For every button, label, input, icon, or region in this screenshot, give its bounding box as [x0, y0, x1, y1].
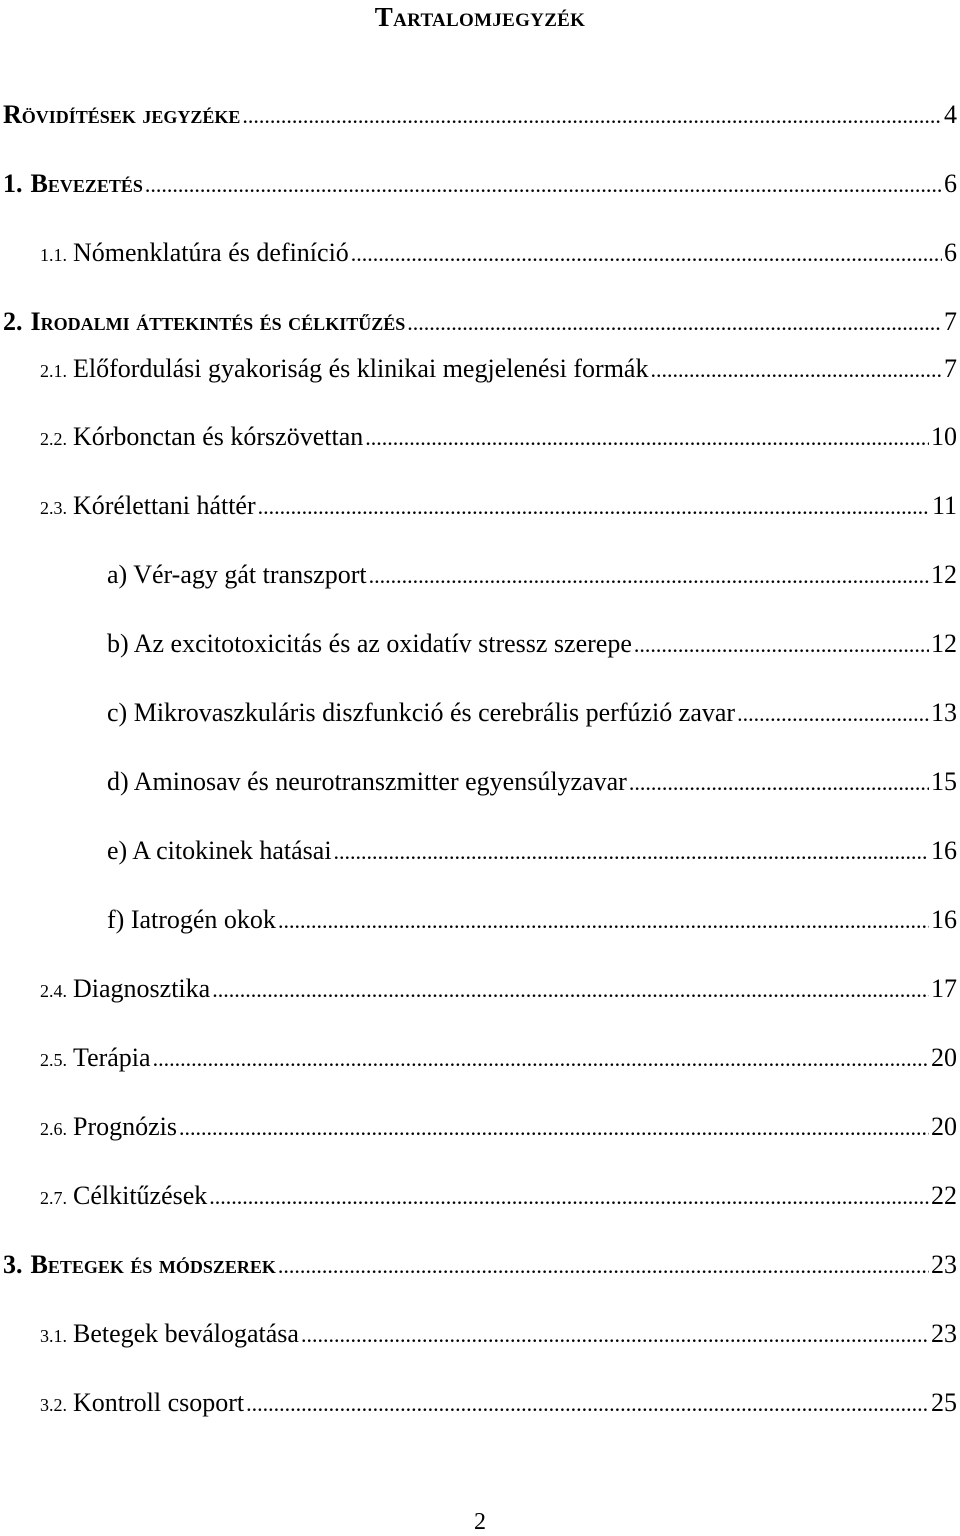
toc-entry-label — [107, 698, 735, 728]
toc-entry-number: 2.3. — [40, 498, 67, 518]
toc-dot-leader — [407, 308, 942, 338]
toc-entry-number: 2.1. — [40, 361, 67, 381]
toc-dot-leader — [258, 492, 930, 522]
toc-entry-page: 10 — [931, 422, 957, 451]
toc-dot-leader — [179, 1113, 929, 1143]
toc-dot-leader — [278, 906, 929, 936]
toc-entry-label — [107, 836, 332, 866]
toc-entry-label — [40, 1112, 177, 1144]
toc-entry-text: Prognózis — [73, 1112, 177, 1141]
toc-entry-text: Nómenklatúra és definíció — [73, 238, 349, 267]
toc-entry-number: 2.6. — [40, 1119, 67, 1139]
toc-entry-number: 3.2. — [40, 1395, 67, 1415]
toc-entry-label — [107, 905, 276, 935]
toc-entry[interactable] — [40, 238, 957, 270]
toc-entry[interactable] — [40, 1319, 957, 1351]
toc-entry-label — [40, 491, 256, 523]
toc-entry[interactable] — [3, 307, 957, 338]
toc-entry-page: 6 — [944, 238, 957, 267]
toc-entry-text: Betegek beválogatása — [73, 1319, 299, 1348]
toc-entry[interactable] — [40, 1112, 957, 1144]
toc-dot-leader — [209, 1182, 929, 1212]
page-title: Tartalomjegyzék — [374, 2, 586, 32]
toc-entry-text: Kórbonctan és kórszövettan — [73, 422, 364, 451]
toc-entry-text: Kontroll csoport — [73, 1388, 245, 1417]
toc-entry-number: 2. — [3, 307, 23, 336]
toc-dot-leader — [365, 423, 929, 453]
toc-dot-leader — [334, 837, 929, 867]
toc-entry-text: Rövidítések jegyzéke — [3, 100, 241, 129]
toc-entry-label — [3, 307, 405, 337]
toc-entry-label — [40, 1388, 244, 1420]
toc-entry-text: d) Aminosav és neurotranszmitter egyensúlyzavar — [107, 767, 627, 796]
toc-entry-number: 2.7. — [40, 1188, 67, 1208]
toc-dot-leader — [246, 1389, 929, 1419]
toc-entry[interactable] — [40, 491, 957, 523]
toc-entry[interactable] — [107, 767, 957, 798]
toc-dot-leader — [145, 170, 942, 200]
toc-entry-label — [40, 974, 210, 1006]
toc-entry-text: Betegek és módszerek — [30, 1250, 276, 1279]
toc-dot-leader — [153, 1044, 929, 1074]
toc-entry[interactable] — [107, 629, 957, 660]
toc-entry-page: 11 — [931, 491, 957, 520]
toc-entry-label — [40, 1181, 207, 1213]
toc-entry-page: 20 — [931, 1112, 957, 1141]
toc-entry-number: 1.1. — [40, 245, 67, 265]
toc-entry-page: 12 — [931, 629, 957, 658]
toc-entry-page: 7 — [944, 307, 957, 336]
toc-entry-text: Kórélettani háttér — [73, 491, 256, 520]
toc-entry[interactable] — [40, 1043, 957, 1075]
toc-dot-leader — [278, 1251, 929, 1281]
toc-entry[interactable] — [40, 354, 957, 386]
page-number: 2 — [474, 1509, 486, 1535]
toc-entry-text: Előfordulási gyakoriság és klinikai megjelenési formák — [73, 354, 649, 383]
toc-dot-leader — [650, 355, 942, 385]
toc-entry-page: 23 — [931, 1319, 957, 1348]
toc-entry[interactable] — [107, 698, 957, 729]
toc-entry-number: 2.2. — [40, 429, 67, 449]
toc-entry-number: 3. — [3, 1250, 23, 1279]
toc-entry-number: 2.4. — [40, 981, 67, 1001]
toc-entry-label — [3, 169, 143, 199]
toc-entry-page: 16 — [931, 905, 957, 934]
toc-entry[interactable] — [107, 560, 957, 591]
toc-entry[interactable] — [40, 422, 957, 454]
toc-entry[interactable] — [40, 1181, 957, 1213]
toc-entry-text: Bevezetés — [30, 169, 143, 198]
toc-dot-leader — [351, 239, 942, 269]
toc-entry-page: 20 — [931, 1043, 957, 1072]
toc-dot-leader — [634, 630, 929, 660]
toc-entry-text: Diagnosztika — [73, 974, 211, 1003]
toc-entry-text: e) A citokinek hatásai — [107, 836, 332, 865]
toc-dot-leader — [242, 101, 942, 131]
toc-entry-number: 2.5. — [40, 1050, 67, 1070]
toc-entry[interactable] — [40, 1388, 957, 1420]
toc-entry-number: 3.1. — [40, 1326, 67, 1346]
toc-dot-leader — [212, 975, 929, 1005]
toc-entry-page: 13 — [931, 698, 957, 727]
toc-entry[interactable] — [3, 1250, 957, 1281]
toc-entry-text: Terápia — [73, 1043, 151, 1072]
toc-entry-page: 16 — [931, 836, 957, 865]
toc-entry-label — [107, 560, 367, 590]
toc-entry-label — [40, 1319, 299, 1351]
toc-entry-page: 17 — [931, 974, 957, 1003]
toc-dot-leader — [369, 561, 929, 591]
toc-entry-text: Célkitűzések — [73, 1181, 208, 1210]
toc-entry-text: Irodalmi áttekintés és célkitűzés — [30, 307, 406, 336]
toc-entry-page: 15 — [931, 767, 957, 796]
toc-entry[interactable] — [3, 169, 957, 200]
toc-entry-label — [3, 100, 240, 130]
toc-entry-text: f) Iatrogén okok — [107, 905, 276, 934]
toc-entry-page: 7 — [944, 354, 957, 383]
toc-entry-page: 4 — [944, 100, 957, 129]
toc-entry-number: 1. — [3, 169, 23, 198]
toc-entry[interactable] — [3, 100, 957, 131]
toc-dot-leader — [301, 1320, 929, 1350]
toc-entry-label — [40, 422, 363, 454]
toc-entry-label — [107, 767, 627, 797]
toc-entry-label — [107, 629, 632, 659]
toc-entry-page: 25 — [931, 1388, 957, 1417]
toc-entry[interactable] — [40, 974, 957, 1006]
toc-entry-label — [40, 1043, 151, 1075]
toc-entry[interactable] — [107, 836, 957, 867]
toc-entry-label — [40, 238, 349, 270]
toc-entry-text: c) Mikrovaszkuláris diszfunkció és cerebrális perfúzió zavar — [107, 698, 736, 727]
toc-entry-text: a) Vér-agy gát transzport — [107, 560, 367, 589]
toc-entry-page: 6 — [944, 169, 957, 198]
toc-entry-page: 23 — [931, 1250, 957, 1279]
toc-entry-page: 22 — [931, 1181, 957, 1210]
toc-entry-text: b) Az excitotoxicitás és az oxidatív stressz szerepe — [107, 629, 632, 658]
toc-dot-leader — [737, 699, 929, 729]
toc-dot-leader — [629, 768, 929, 798]
toc-entry-label — [40, 354, 648, 386]
toc-entry[interactable] — [107, 905, 957, 936]
toc-entry-label — [3, 1250, 276, 1280]
toc-entry-page: 12 — [931, 560, 957, 589]
